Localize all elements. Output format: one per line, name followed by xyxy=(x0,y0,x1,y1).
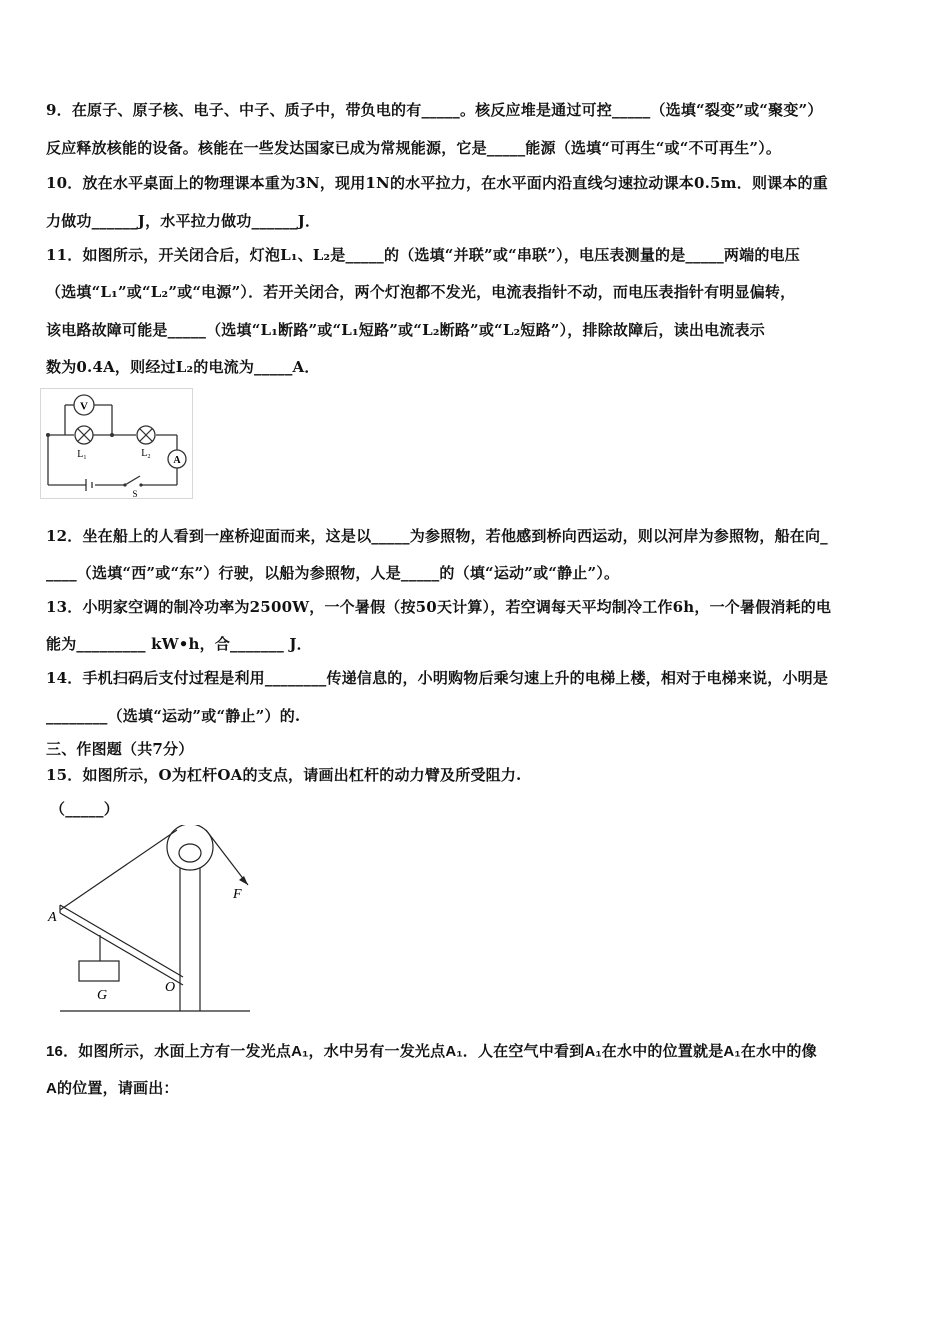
voltmeter-label: V xyxy=(80,400,88,413)
q10-line-1: 10．放在水平桌面上的物理课本重为3N，现用1N的水平拉力，在水平面内沿直线匀速拉动课本0.5m．则课本的重 xyxy=(46,174,828,192)
lamp-2 xyxy=(137,426,155,459)
q11-line-1: 11．如图所示，开关闭合后，灯泡L₁、L₂是_____的（选填“并联”或“串联”），电压表测量的是_____两端的电压 xyxy=(46,246,800,264)
q9-line-2: 反应释放核能的设备。核能在一些发达国家已成为常规能源，它是_____能源（选填“可再生“或“不可再生”）。 xyxy=(46,139,782,157)
ammeter-label: A xyxy=(173,455,181,466)
q12-line-2: ____（选填“西”或“东”）行驶，以船为参照物，人是_____的（填“运动”或“静止”）。 xyxy=(46,564,620,582)
q12-line-1: 12．坐在船上的人看到一座桥迎面而来，这是以_____为参照物，若他感到桥向西运动，则以河岸为参照物，船在向_ xyxy=(46,527,828,545)
q10-line-2: 力做功______J，水平拉力做功______J． xyxy=(46,212,321,230)
voltmeter xyxy=(74,395,94,415)
q14-line-2: ________（选填“运动”或“静止”）的. xyxy=(46,707,301,725)
q11-line-3: 该电路故障可能是_____（选填“L₁断路”或“L₁短路”或“L₂断路”或“L₂短路”），排除故障后，读出电流表示 xyxy=(46,321,765,339)
lever-label-a: A xyxy=(48,910,57,925)
q16-line-2: A的位置，请画出： xyxy=(46,1080,179,1097)
ammeter xyxy=(168,450,186,468)
q13-line-1: 13．小明家空调的制冷功率为2500W，一个暑假（按50天计算），若空调每天平均制冷工作6h，一个暑假消耗的电 xyxy=(46,598,832,616)
lever-diagram xyxy=(40,825,255,1015)
q15-answer-blank: （_____） xyxy=(50,800,119,818)
q14-line-1: 14．手机扫码后支付过程是利用________传递信息的，小明购物后乘匀速上升的电梯上楼，相对于电梯来说，小明是 xyxy=(46,669,829,687)
lamp-1 xyxy=(75,426,93,460)
circuit-diagram xyxy=(40,388,200,500)
q11-line-2: （选填“L₁”或“L₂”或“电源”）．若开关闭合，两个灯泡都不发光，电流表指针不动，而电压表指针有明显偏转， xyxy=(46,283,796,301)
weight-label-g: G xyxy=(97,988,108,1003)
lamp-2-label: L₂ xyxy=(141,448,151,459)
pivot-label-o: O xyxy=(165,980,176,995)
q11-line-4: 数为0.4A，则经过L₂的电流为_____A． xyxy=(46,358,320,376)
q9-line-1: 9．在原子、原子核、电子、中子、质子中，带负电的有_____。核反应堆是通过可控_____（选填“裂变”或“聚变”） xyxy=(46,101,823,119)
lamp-1-label: L₁ xyxy=(77,449,87,460)
switch-label: S xyxy=(132,489,138,499)
force-label-f: F xyxy=(233,887,242,902)
section-3-title: 三、作图题（共7分） xyxy=(46,740,194,758)
q13-line-2: 能为_________ kW•h，合_______ J． xyxy=(46,635,312,653)
q16-line-1: 16．如图所示，水面上方有一发光点A₁，水中另有一发光点A₁．人在空气中看到A₁在水中的位置就是A₁在水中的像 xyxy=(46,1043,817,1060)
q15-line-1: 15．如图所示，O为杠杆OA的支点，请画出杠杆的动力臂及所受阻力. xyxy=(46,766,522,784)
